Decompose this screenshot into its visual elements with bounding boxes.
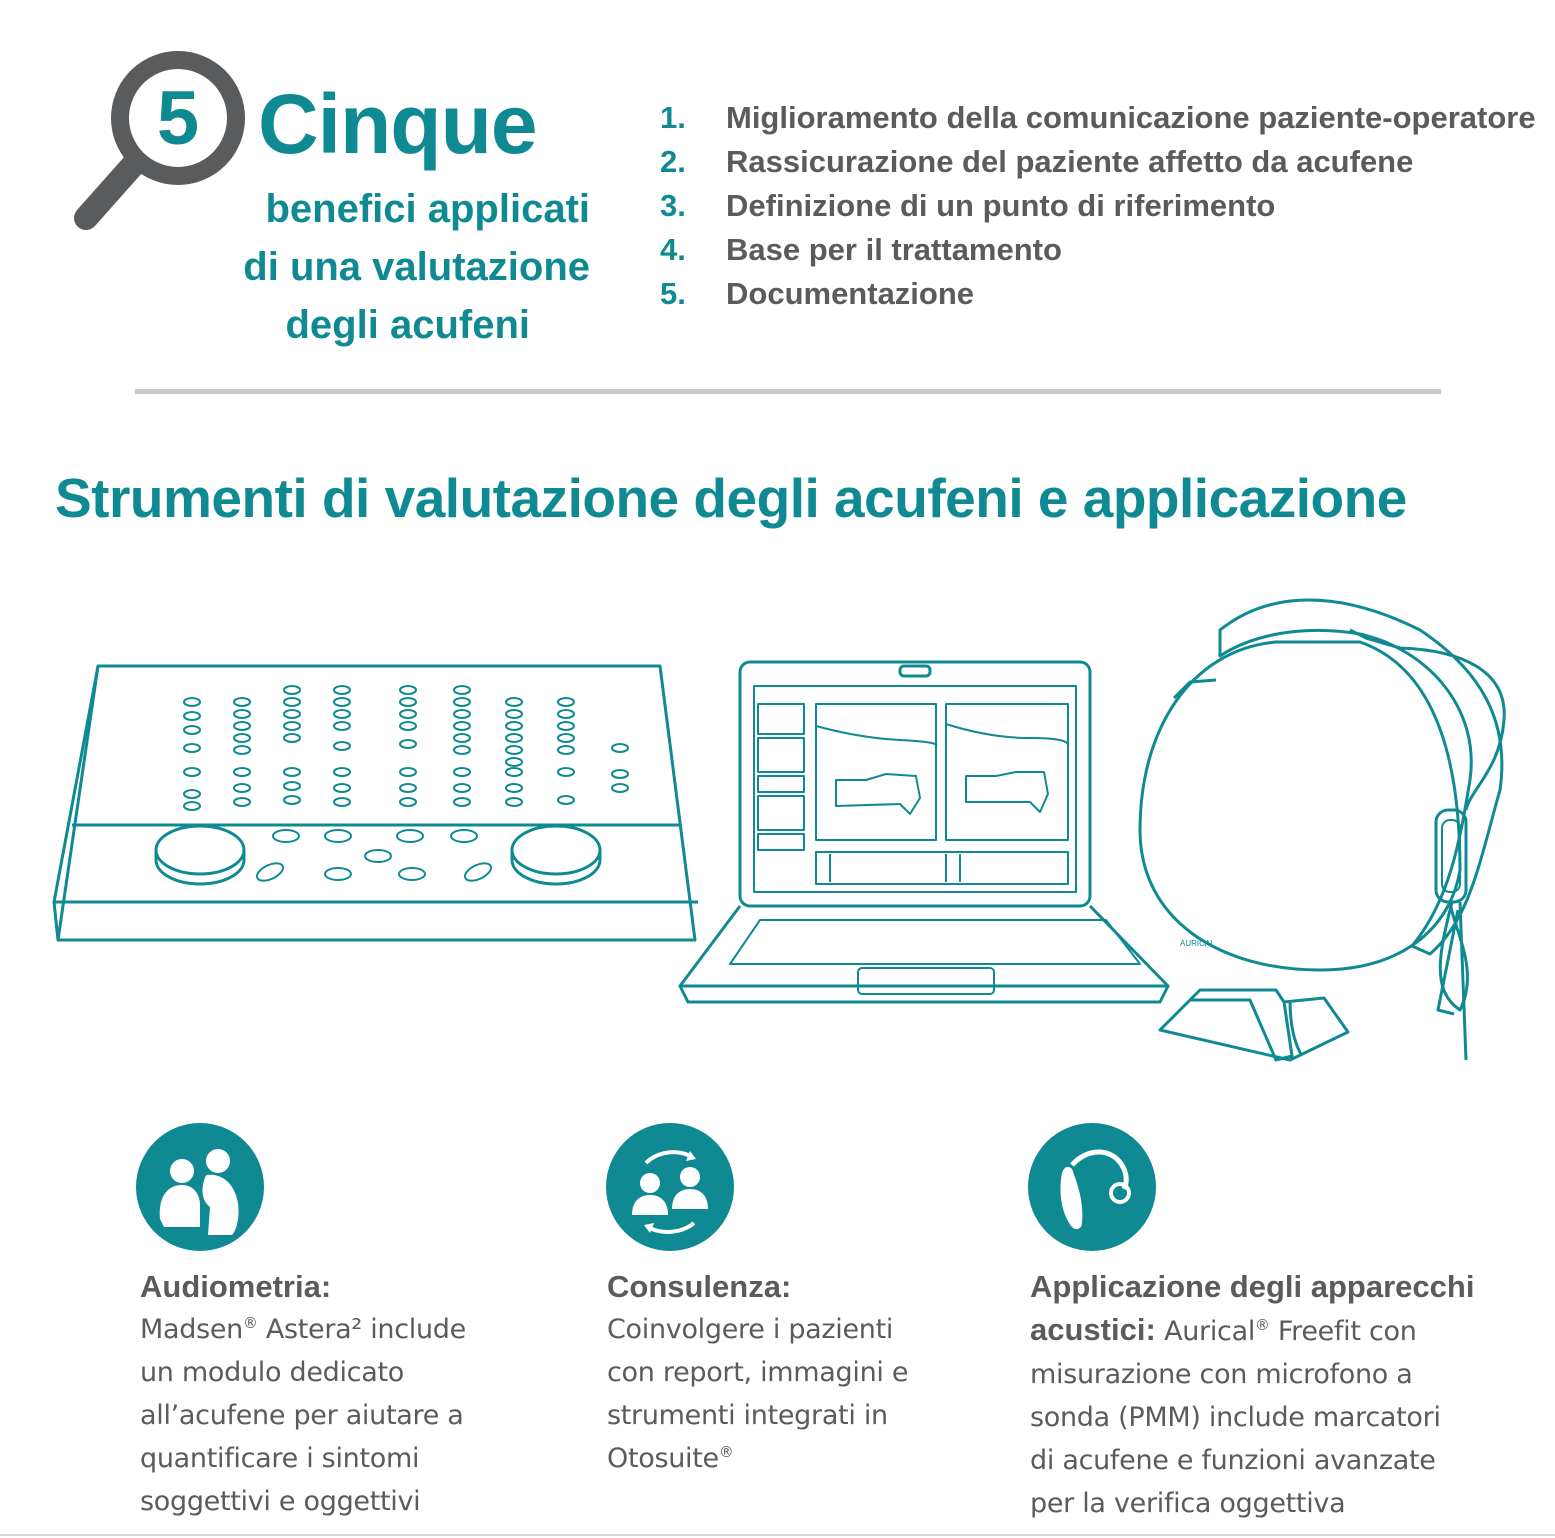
audiometer-key xyxy=(234,784,250,792)
description-line: Freefit con xyxy=(1269,1316,1417,1347)
audiometer-key xyxy=(334,710,350,718)
audiometer-key xyxy=(506,698,522,706)
audiometer-illustration xyxy=(54,666,698,940)
audiometer-key xyxy=(454,784,470,792)
description-line: all’acufene per aiutare a xyxy=(140,1400,464,1431)
benefit-item xyxy=(660,140,1536,184)
audiometer-pad xyxy=(365,850,391,862)
feature-apparecchi xyxy=(1030,1265,1490,1525)
audiometer-pad xyxy=(462,860,493,885)
audiometer-key xyxy=(454,686,470,694)
description-line: sonda (PMM) include marcatori xyxy=(1030,1402,1441,1433)
audiometer-key xyxy=(454,710,470,718)
audiometer-pad xyxy=(451,830,477,842)
benefit-text: Miglioramento della comunicazione paziente-operatore xyxy=(726,100,1536,135)
audiometer-key xyxy=(334,784,350,792)
audiometer-key xyxy=(454,722,470,730)
audiometer-key xyxy=(334,742,350,750)
audiometer-key xyxy=(506,758,522,766)
audiometer-key xyxy=(454,798,470,806)
audiometer-key xyxy=(234,734,250,742)
audiometer-key xyxy=(234,746,250,754)
brand-name: Aurical xyxy=(1155,1316,1256,1347)
audiometer-key xyxy=(284,734,300,742)
audiometer-key xyxy=(506,798,522,806)
feature-audiometria xyxy=(140,1265,500,1523)
audiometer-key xyxy=(400,798,416,806)
audiometer-pad xyxy=(397,830,423,842)
audiometer-key xyxy=(334,798,350,806)
audiometer-key xyxy=(234,722,250,730)
audiometer-key xyxy=(612,744,628,752)
audiometer-key xyxy=(454,698,470,706)
audiometer-key xyxy=(506,734,522,742)
subtitle-line: degli acufeni xyxy=(285,303,530,347)
audiometer-key xyxy=(400,710,416,718)
description-line: misurazione con microfono a xyxy=(1030,1359,1413,1390)
patient-consult-icon xyxy=(136,1123,264,1251)
benefit-item xyxy=(660,184,1536,228)
audiometer-key xyxy=(612,784,628,792)
audiometer-key xyxy=(400,768,416,776)
feature-heading: Consulenza: xyxy=(607,1269,792,1304)
audiometer-key xyxy=(558,746,574,754)
audiometer-key xyxy=(234,768,250,776)
audiometer-key xyxy=(612,770,628,778)
audiometer-key xyxy=(506,784,522,792)
audiometer-key xyxy=(454,746,470,754)
audiometer-key xyxy=(284,768,300,776)
audiometer-key xyxy=(334,686,350,694)
audiometer-key xyxy=(400,698,416,706)
header-title: Cinque xyxy=(258,77,537,171)
audiometer-key xyxy=(400,784,416,792)
feature-heading: Audiometria: xyxy=(140,1269,332,1304)
audiometer-key xyxy=(284,782,300,790)
audiometer-pad xyxy=(325,830,351,842)
benefit-item xyxy=(660,272,1536,316)
brand-name: Madsen xyxy=(140,1314,243,1345)
benefit-text: Documentazione xyxy=(726,276,975,311)
audiometer-key xyxy=(184,768,200,776)
audiometer-key xyxy=(334,768,350,776)
audiometer-key xyxy=(558,734,574,742)
feature-heading-continued: acustici: xyxy=(1030,1312,1156,1347)
description-line: di acufene e funzioni avanzate xyxy=(1030,1445,1436,1476)
benefit-item xyxy=(660,228,1536,272)
audiometer-pad xyxy=(273,830,299,842)
hearing-aid-icon xyxy=(1028,1123,1156,1251)
audiometer-key xyxy=(400,686,416,694)
audiometer-key xyxy=(184,712,200,720)
audiometer-key xyxy=(284,698,300,706)
audiometer-key xyxy=(558,768,574,776)
benefit-number: 1. xyxy=(660,100,686,135)
description-line: un modulo dedicato xyxy=(140,1357,404,1388)
audiometer-key xyxy=(284,722,300,730)
audiometer-key xyxy=(334,722,350,730)
audiometer-key xyxy=(284,796,300,804)
feature-consulenza xyxy=(607,1265,937,1480)
description-line: con report, immagini e xyxy=(607,1357,909,1388)
badge-number: 5 xyxy=(156,76,200,161)
audiometer-key xyxy=(558,710,574,718)
registered-mark: ® xyxy=(1255,1316,1270,1334)
description-line: per la verifica oggettiva xyxy=(1030,1488,1346,1519)
audiometer-key xyxy=(506,710,522,718)
audiometer-key xyxy=(234,710,250,718)
description-line: soggettivi e oggettivi xyxy=(140,1486,421,1517)
benefit-number: 5. xyxy=(660,276,686,311)
audiometer-key xyxy=(506,722,522,730)
audiometer-key xyxy=(400,740,416,748)
benefit-text: Base per il trattamento xyxy=(726,232,1062,267)
description-line: quantificare i sintomi xyxy=(140,1443,420,1474)
audiometer-key xyxy=(184,744,200,752)
benefit-number: 4. xyxy=(660,232,686,267)
audiometer-pad xyxy=(254,860,285,885)
feature-description xyxy=(607,1308,937,1480)
subtitle-line: di una valutazione xyxy=(243,245,590,289)
audiometer-key xyxy=(234,698,250,706)
benefit-text: Rassicurazione del paziente affetto da acufene xyxy=(726,144,1414,179)
audiometer-key xyxy=(506,768,522,776)
description-line: Astera² include xyxy=(257,1314,466,1345)
audiometer-key xyxy=(558,698,574,706)
audiometer-key xyxy=(558,722,574,730)
audiometer-key xyxy=(558,796,574,804)
laptop-illustration xyxy=(680,662,1168,1002)
registered-mark: ® xyxy=(718,1443,734,1461)
benefit-number: 2. xyxy=(660,144,686,179)
audiometer-key xyxy=(284,686,300,694)
feature-description xyxy=(140,1308,500,1523)
section-divider xyxy=(135,389,1441,394)
audiometer-key xyxy=(454,768,470,776)
section-title: Strumenti di valutazione degli acufeni e applicazione xyxy=(55,467,1407,529)
audiometer-key xyxy=(184,698,200,706)
audiometer-key xyxy=(184,790,200,798)
people-exchange-icon xyxy=(606,1123,734,1251)
audiometer-key xyxy=(184,802,200,810)
audiometer-key xyxy=(506,746,522,754)
header-subtitle xyxy=(180,180,590,354)
subtitle-line: benefici applicati xyxy=(265,187,590,231)
feature-description xyxy=(1030,1308,1490,1525)
registered-mark: ® xyxy=(242,1314,258,1332)
audiometer-key xyxy=(454,734,470,742)
description-line: strumenti integrati in xyxy=(607,1400,888,1431)
brand-name: Otosuite xyxy=(607,1443,719,1474)
feature-heading: Applicazione degli apparecchi xyxy=(1030,1269,1475,1304)
audiometer-key xyxy=(284,710,300,718)
audiometer-key xyxy=(400,722,416,730)
audiometer-pad xyxy=(399,868,425,880)
audiometer-pad xyxy=(325,868,351,880)
benefit-number: 3. xyxy=(660,188,686,223)
bottom-rule xyxy=(0,1534,1555,1536)
audiometer-key xyxy=(184,726,200,734)
benefits-list xyxy=(660,96,1536,316)
headphone-stand-illustration xyxy=(1140,600,1504,1060)
headphone-brand-label: AURICAL xyxy=(1180,939,1215,948)
audiometer-key xyxy=(334,698,350,706)
description-line: Coinvolgere i pazienti xyxy=(607,1314,894,1345)
benefit-text: Definizione di un punto di riferimento xyxy=(726,188,1276,223)
benefit-item xyxy=(660,96,1536,140)
devices-illustration xyxy=(40,590,1540,1070)
audiometer-key xyxy=(234,798,250,806)
